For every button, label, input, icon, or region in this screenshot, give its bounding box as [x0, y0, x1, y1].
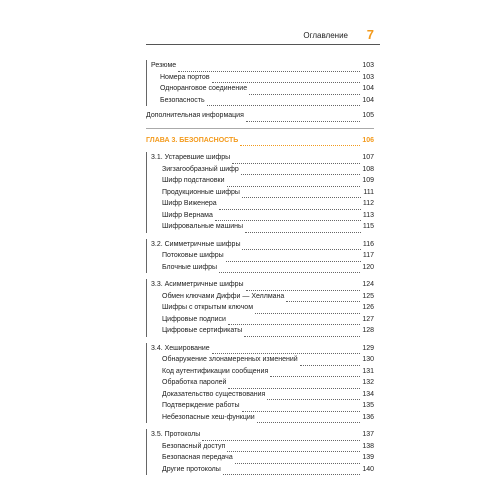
- toc-section-3-3: [146, 279, 374, 337]
- leader-dots: [300, 358, 361, 366]
- leader-dots: [228, 317, 360, 325]
- section-label: 3.3. Асимметричные шифры: [151, 279, 245, 291]
- toc-section-3-1: [146, 152, 374, 233]
- toc-entry[interactable]: [147, 464, 374, 476]
- leader-dots: [245, 225, 361, 233]
- toc-entry-label: Безопасность: [160, 95, 206, 107]
- toc-entry-page: 113: [362, 210, 374, 222]
- leader-dots: [227, 179, 361, 187]
- leader-dots: [244, 329, 360, 337]
- toc-entry-page: 127: [361, 314, 374, 326]
- toc-entry-page: 115: [362, 221, 374, 233]
- toc-entry-label: Обмен ключами Диффи — Хеллмана: [162, 291, 285, 303]
- leader-dots: [255, 306, 360, 314]
- toc-entry-label: Цифровые сертификаты: [162, 325, 243, 337]
- section-page: 129: [361, 343, 374, 355]
- toc-entry-page: 103: [361, 72, 374, 84]
- toc-entry-page: 140: [361, 464, 374, 476]
- toc-entry-page: 104: [361, 95, 374, 107]
- toc-entry-extra[interactable]: [146, 110, 374, 122]
- section-page: 116: [362, 239, 374, 251]
- leader-dots: [286, 294, 360, 302]
- toc-entry-label: Резюме: [151, 60, 177, 72]
- toc-entry-page: 126: [361, 302, 374, 314]
- leader-dots: [219, 265, 360, 273]
- leader-dots: [232, 156, 360, 164]
- toc-entry[interactable]: [147, 441, 374, 453]
- leader-dots: [241, 167, 361, 175]
- toc-entry-label: Небезопасные хеш-функции: [162, 412, 256, 424]
- section-label: 3.2. Симметричные шифры: [151, 239, 241, 251]
- toc-section-heading[interactable]: [147, 343, 374, 355]
- toc-entry-label: Безопасный доступ: [162, 441, 226, 453]
- section-label: 3.5. Протоколы: [151, 429, 201, 441]
- leader-dots: [215, 213, 361, 221]
- toc-section-heading[interactable]: [147, 279, 374, 291]
- toc-entry-label: Подтверждение работы: [162, 400, 241, 412]
- toc-entry-label: Шифр Виженера: [162, 198, 218, 210]
- leader-dots: [242, 404, 361, 412]
- toc-entry-label: Цифровые подписи: [162, 314, 227, 326]
- toc-entry[interactable]: [147, 164, 374, 176]
- toc-entry-page: 136: [361, 412, 374, 424]
- toc-section-3-5: [146, 429, 374, 475]
- leader-dots: [246, 114, 360, 122]
- leader-dots: [235, 456, 361, 464]
- toc-section-3-2: [146, 239, 374, 274]
- toc-entry-page: 134: [361, 389, 374, 401]
- toc-entry-page: 117: [362, 250, 374, 262]
- toc-entry[interactable]: [147, 262, 374, 274]
- leader-dots: [240, 138, 360, 146]
- toc-entry-label: Другие протоколы: [162, 464, 222, 476]
- toc-entry-label: Блочные шифры: [162, 262, 218, 274]
- toc-entry-page: 103: [361, 60, 374, 72]
- toc-entry-page: 125: [361, 291, 374, 303]
- toc-entry-page: 131: [361, 366, 374, 378]
- leader-dots: [178, 64, 360, 72]
- leader-dots: [219, 202, 361, 210]
- toc-entry-label: Зигзагообразный шифр: [162, 164, 240, 176]
- toc-entry-label: Код аутентификации сообщения: [162, 366, 269, 378]
- toc-entry[interactable]: [147, 221, 374, 233]
- toc-section-heading[interactable]: [147, 429, 374, 441]
- toc-entry[interactable]: [147, 250, 374, 262]
- toc-entry[interactable]: [147, 83, 374, 95]
- divider: [146, 128, 374, 129]
- toc-entry-page: 120: [361, 262, 374, 274]
- toc-chapter-heading[interactable]: [146, 135, 374, 147]
- chapter-label: ГЛАВА 3. БЕЗОПАСНОСТЬ: [146, 135, 239, 147]
- toc-entry-page: 130: [361, 354, 374, 366]
- toc-entry-label: Шифр подстановки: [162, 175, 226, 187]
- table-of-contents: [146, 60, 374, 475]
- toc-entry-page: 135: [361, 400, 374, 412]
- leader-dots: [270, 369, 360, 377]
- toc-entry-page: 139: [361, 452, 374, 464]
- toc-entry[interactable]: [147, 72, 374, 84]
- toc-entry[interactable]: [147, 60, 374, 72]
- leader-dots: [212, 346, 361, 354]
- chapter-page: 106: [361, 135, 374, 147]
- toc-entry[interactable]: [147, 325, 374, 337]
- toc-entry-page: 132: [361, 377, 374, 389]
- toc-entry[interactable]: [147, 291, 374, 303]
- toc-entry-label: Обнаружение злонамеренных изменений: [162, 354, 299, 366]
- section-label: 3.1. Устаревшие шифры: [151, 152, 231, 164]
- toc-entry-label: Шифры с открытым ключом: [162, 302, 254, 314]
- leader-dots: [228, 381, 360, 389]
- leader-dots: [267, 392, 360, 400]
- toc-entry-label: Продукционные шифры: [162, 187, 241, 199]
- toc-entry[interactable]: [147, 400, 374, 412]
- toc-entry-page: 105: [361, 110, 374, 122]
- toc-entry[interactable]: [147, 377, 374, 389]
- toc-entry[interactable]: [147, 210, 374, 222]
- section-page: 124: [361, 279, 374, 291]
- toc-entry-page: 109: [361, 175, 374, 187]
- toc-entry-label: Доказательство существования: [162, 389, 266, 401]
- leader-dots: [249, 87, 360, 95]
- toc-entry-page: 111: [362, 187, 374, 199]
- toc-entry-label: Потоковые шифры: [162, 250, 225, 262]
- toc-entry-label: Номера портов: [160, 72, 211, 84]
- leader-dots: [226, 254, 361, 262]
- leader-dots: [227, 444, 360, 452]
- toc-entry-label: Безопасная передача: [162, 452, 234, 464]
- toc-entry[interactable]: [147, 452, 374, 464]
- header-rule: [146, 44, 380, 45]
- toc-entry[interactable]: [147, 366, 374, 378]
- leader-dots: [242, 190, 361, 198]
- leader-dots: [202, 433, 360, 441]
- toc-entry[interactable]: [147, 302, 374, 314]
- toc-entry[interactable]: [147, 175, 374, 187]
- toc-entry-page: 108: [361, 164, 374, 176]
- toc-entry[interactable]: [147, 95, 374, 107]
- toc-entry[interactable]: [147, 187, 374, 199]
- leader-dots: [212, 75, 361, 83]
- toc-entry-page: 138: [361, 441, 374, 453]
- toc-entry[interactable]: [147, 412, 374, 424]
- toc-section-3-4: [146, 343, 374, 424]
- toc-section-heading[interactable]: [147, 152, 374, 164]
- leader-dots: [223, 467, 361, 475]
- toc-entry[interactable]: [147, 389, 374, 401]
- toc-entry[interactable]: [147, 354, 374, 366]
- toc-entry-label: Одноранговое соединение: [160, 83, 248, 95]
- toc-group-resume: [146, 60, 374, 106]
- page-number: 7: [366, 27, 374, 42]
- toc-entry[interactable]: [147, 198, 374, 210]
- leader-dots: [242, 242, 360, 250]
- toc-entry-page: 112: [362, 198, 374, 210]
- section-page: 107: [361, 152, 374, 164]
- toc-entry-label: Шифровальные машины: [162, 221, 244, 233]
- toc-entry-label: Обработка паролей: [162, 377, 227, 389]
- section-page: 137: [361, 429, 374, 441]
- toc-section-heading[interactable]: [147, 239, 374, 251]
- toc-entry-label: Дополнительная информация: [146, 110, 245, 122]
- header-title: Оглавление: [303, 31, 348, 40]
- page-header: [146, 28, 380, 44]
- leader-dots: [257, 415, 361, 423]
- section-label: 3.4. Хеширование: [151, 343, 211, 355]
- toc-entry[interactable]: [147, 314, 374, 326]
- leader-dots: [207, 98, 361, 106]
- toc-entry-page: 128: [361, 325, 374, 337]
- toc-entry-page: 104: [361, 83, 374, 95]
- toc-entry-label: Шифр Вернама: [162, 210, 214, 222]
- leader-dots: [246, 283, 361, 291]
